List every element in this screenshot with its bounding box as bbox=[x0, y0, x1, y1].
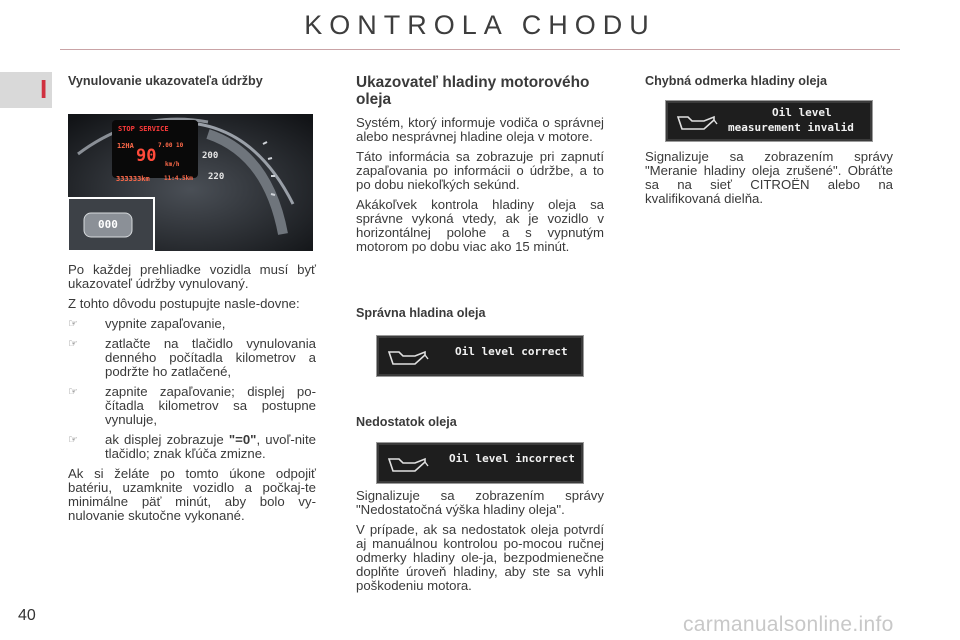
step-text: , uvoľ-nite tlačidlo; znak kľúča zmizne. bbox=[105, 432, 316, 461]
oil-para-4: Signalizuje sa zobrazením správy "Nedostatočná výška hladiny oleja". bbox=[356, 488, 604, 517]
page-number: 40 bbox=[18, 607, 36, 624]
column-faulty-gauge bbox=[645, 74, 893, 206]
cluster-top-readout: 12HA bbox=[117, 142, 134, 150]
oil-para-5: V prípade, ak sa nedostatok oleja potvrdí aj manuálnou kontrolou po-mocou ručnej odmerky hladiny ole-ja, bezpodmienečne doplňte úroveň hladiny, aby ste sa vyhli poškodeniu motora. bbox=[356, 522, 604, 593]
oil-level-heading: Ukazovateľ hladiny motorového oleja bbox=[356, 74, 590, 108]
oil-incorrect-display bbox=[376, 442, 584, 484]
maintenance-para-3: Ak si želáte po tomto úkone odpojiť batériu, uzamknite vozidlo a počkaj-te minimálne päť minút, aby bolo vy-nulovanie skutočne vykonané. bbox=[68, 466, 316, 523]
oil-invalid-line-1: Oil level bbox=[772, 106, 832, 119]
oil-can-icon bbox=[674, 111, 718, 133]
oil-correct-message: Oil level correct bbox=[455, 345, 568, 358]
low-oil-heading: Nedostatok oleja bbox=[356, 415, 457, 429]
gauge-scale-200: 200 bbox=[202, 151, 219, 161]
step-text: vypnite zapaľovanie, bbox=[105, 316, 226, 331]
column-oil-level-indicator bbox=[356, 74, 604, 593]
oil-invalid-display bbox=[665, 100, 873, 142]
pointing-hand-icon: ☞ bbox=[68, 318, 78, 330]
pointing-hand-icon: ☞ bbox=[68, 386, 78, 398]
stop-service-warning: STOP SERVICE bbox=[118, 125, 169, 133]
maintenance-reset-heading: Vynulovanie ukazovateľa údržby bbox=[68, 74, 263, 88]
cluster-clock: 7.00 10 bbox=[158, 142, 184, 149]
page-title: KONTROLA CHODU bbox=[304, 10, 656, 40]
column-maintenance-reset bbox=[68, 74, 316, 523]
oil-para-2: Táto informácia sa zobrazuje pri zapnutí zapaľovania po informácii o údržbe, a to po dobu niekoľkých sekúnd. bbox=[356, 149, 604, 192]
trip-reset-button-label: 000 bbox=[98, 218, 118, 231]
correct-level-heading: Správna hladina oleja bbox=[356, 306, 486, 320]
oil-para-3: Akákoľvek kontrola hladiny oleja sa správne vykoná vtedy, ak je vozidlo v horizontálnej polohe a s vypnutým motorom po dobu viac ako 15 minút. bbox=[356, 197, 604, 254]
cluster-speed: 90 bbox=[136, 146, 157, 166]
step-item bbox=[68, 385, 316, 427]
dashboard-photo bbox=[68, 114, 313, 251]
step-item bbox=[68, 317, 316, 331]
oil-can-icon bbox=[385, 346, 429, 368]
cluster-odometer: 333333km bbox=[116, 175, 150, 183]
step-item bbox=[68, 337, 316, 379]
cluster-trip: 11:4.5km bbox=[164, 175, 193, 182]
step-text: ak displej zobrazuje bbox=[105, 432, 229, 447]
oil-incorrect-message: Oil level incorrect bbox=[449, 452, 575, 465]
oil-para-1: Systém, ktorý informuje vodiča o správnej alebo nesprávnej hladine oleja v motore. bbox=[356, 115, 604, 144]
faulty-gauge-heading: Chybná odmerka hladiny oleja bbox=[645, 74, 827, 88]
gauge-scale-220: 220 bbox=[208, 172, 225, 182]
step-text: zatlačte na tlačidlo vynulovania denného počítadla kilometrov a podržte ho zatlačené, bbox=[105, 336, 316, 379]
watermark: carmanualsonline.info bbox=[683, 613, 894, 636]
oil-can-icon bbox=[385, 453, 429, 475]
chapter-tab-label: I bbox=[40, 74, 48, 104]
maintenance-para-1: Po každej prehliadke vozidla musí byť ukazovateľ údržby vynulovaný. bbox=[68, 262, 316, 291]
step-text: zapnite zapaľovanie; displej po-čítadla kilometrov sa postupne vynuluje, bbox=[105, 384, 316, 427]
pointing-hand-icon: ☞ bbox=[68, 338, 78, 350]
step-text-bold: "=0" bbox=[228, 432, 257, 447]
maintenance-para-2: Z tohto dôvodu postupujte nasle-dovne: bbox=[68, 296, 300, 311]
oil-invalid-line-2: measurement invalid bbox=[728, 121, 854, 134]
title-divider bbox=[60, 49, 900, 50]
step-item bbox=[68, 433, 316, 461]
cluster-speed-unit: km/h bbox=[165, 161, 180, 168]
chapter-tab bbox=[0, 72, 52, 108]
oil-correct-display bbox=[376, 335, 584, 377]
faulty-para-1: Signalizuje sa zobrazením správy "Meranie hladiny oleja zrušené". Obráťte sa na sieť CITROËN alebo na kvalifikovaná dielňa. bbox=[645, 149, 893, 206]
pointing-hand-icon: ☞ bbox=[68, 434, 78, 446]
